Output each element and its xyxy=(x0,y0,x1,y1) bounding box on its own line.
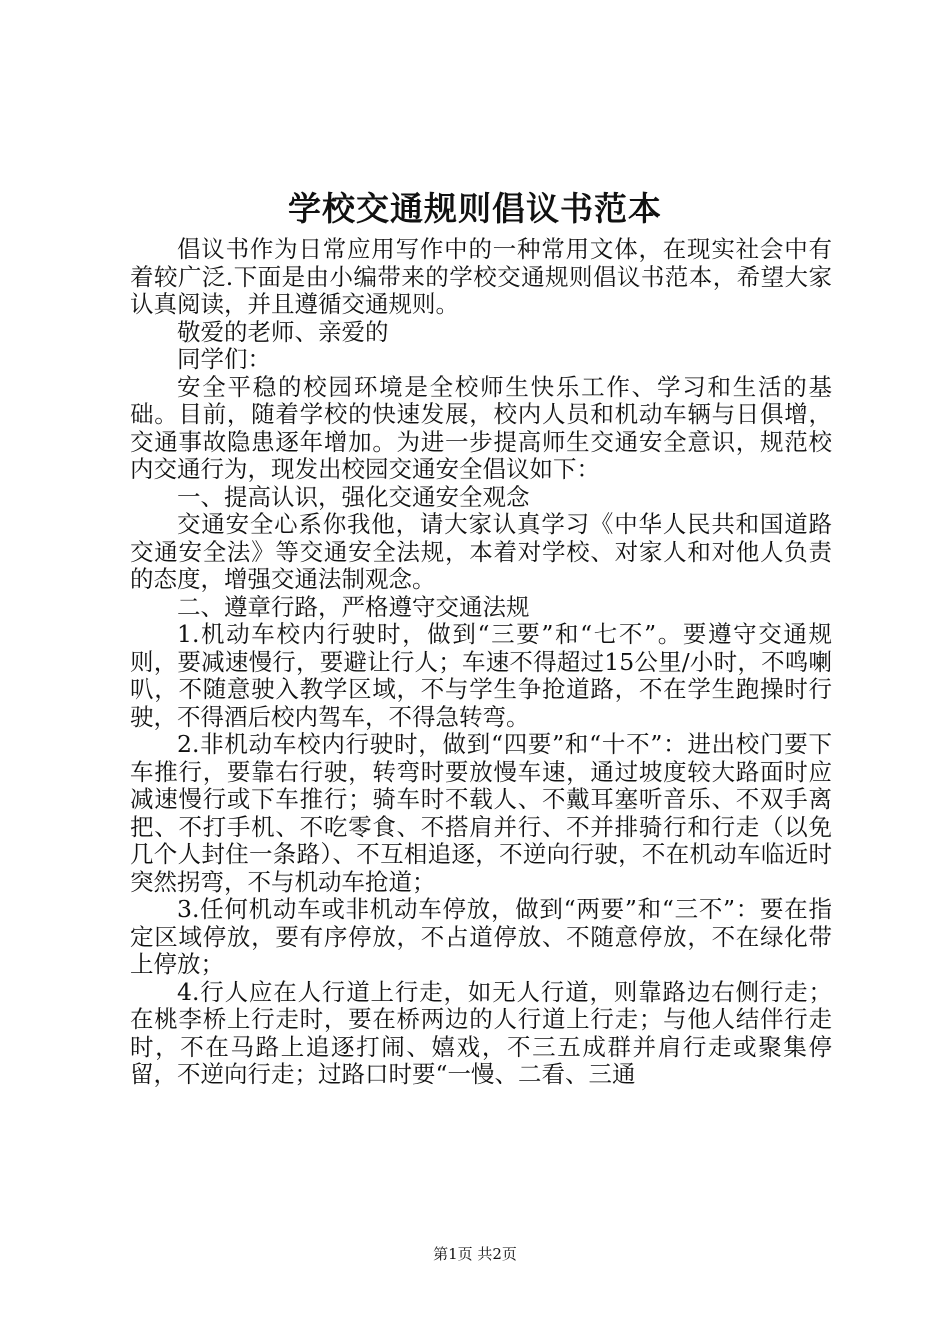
paragraph-salutation-2: 同学们： xyxy=(177,345,271,373)
paragraph-section-1: 交通安全心系你我他，请大家认真学习《中华人民共和国道路交通安全法》等交通安全法规，本着对学校、对家人和对他人负责的态度，增强交通法制观念。 xyxy=(130,510,832,593)
section-heading-1: 一、提高认识，强化交通安全观念 xyxy=(177,482,530,511)
paragraph-salutation-1: 敬爱的老师、亲爱的 xyxy=(177,317,389,346)
list-item-1: 1.机动车校内行驶时，做到“三要”和“七不”。要遵守交通规则，要减速慢行，要避让行人；车速不得超过15公里/小时，不鸣喇叭，不随意驶入教学区域，不与学生争抢道路，不在学生跑操时行驶，不得酒后校内驾车，不得急转弯。 xyxy=(130,620,832,731)
list-item-2: 2.非机动车校内行驶时，做到“四要”和“十不”：进出校门要下车推行，要靠右行驶，转弯时要放慢车速，通过坡度较大路面时应减速慢行或下车推行；骑车时不载人、不戴耳塞听音乐、不双手离把、不打手机、不吃零食、不搭肩并行、不并排骑行和行走（以免几个人封住一条路）、不互相追逐，不逆向行驶，不在机动车临近时突然拐弯，不与机动车抢道； xyxy=(130,730,832,896)
list-item-3: 3.任何机动车或非机动车停放，做到“两要”和“三不”：要在指定区域停放，要有序停放，不占道停放、不随意停放，不在绿化带上停放； xyxy=(130,895,832,978)
paragraph-background: 安全平稳的校园环境是全校师生快乐工作、学习和生活的基础。目前，随着学校的快速发展，校内人员和机动车辆与日俱增，交通事故隐患逐年增加。为进一步提高师生交通安全意识，规范校内交通行为，现发出校园交通安全倡议如下： xyxy=(130,372,832,483)
document-title: 学校交通规则倡议书范本 xyxy=(288,189,662,228)
paragraph-intro: 倡议书作为日常应用写作中的一种常用文体，在现实社会中有着较广泛.下面是由小编带来的学校交通规则倡议书范本，希望大家认真阅读，并且遵循交通规则。 xyxy=(130,235,832,318)
list-item-4: 4.行人应在人行道上行走，如无人行道，则靠路边右侧行走；在桃李桥上行走时，要在桥两边的人行道上行走；与他人结伴行走时，不在马路上追逐打闹、嬉戏，不三五成群并肩行走或聚集停留，不逆向行走；过路口时要“一慢、二看、三通 xyxy=(130,977,832,1088)
document-body xyxy=(130,236,832,1089)
section-heading-2: 二、遵章行路，严格遵守交通法规 xyxy=(177,592,530,621)
page-footer: 第1页 共2页 xyxy=(433,1245,517,1263)
